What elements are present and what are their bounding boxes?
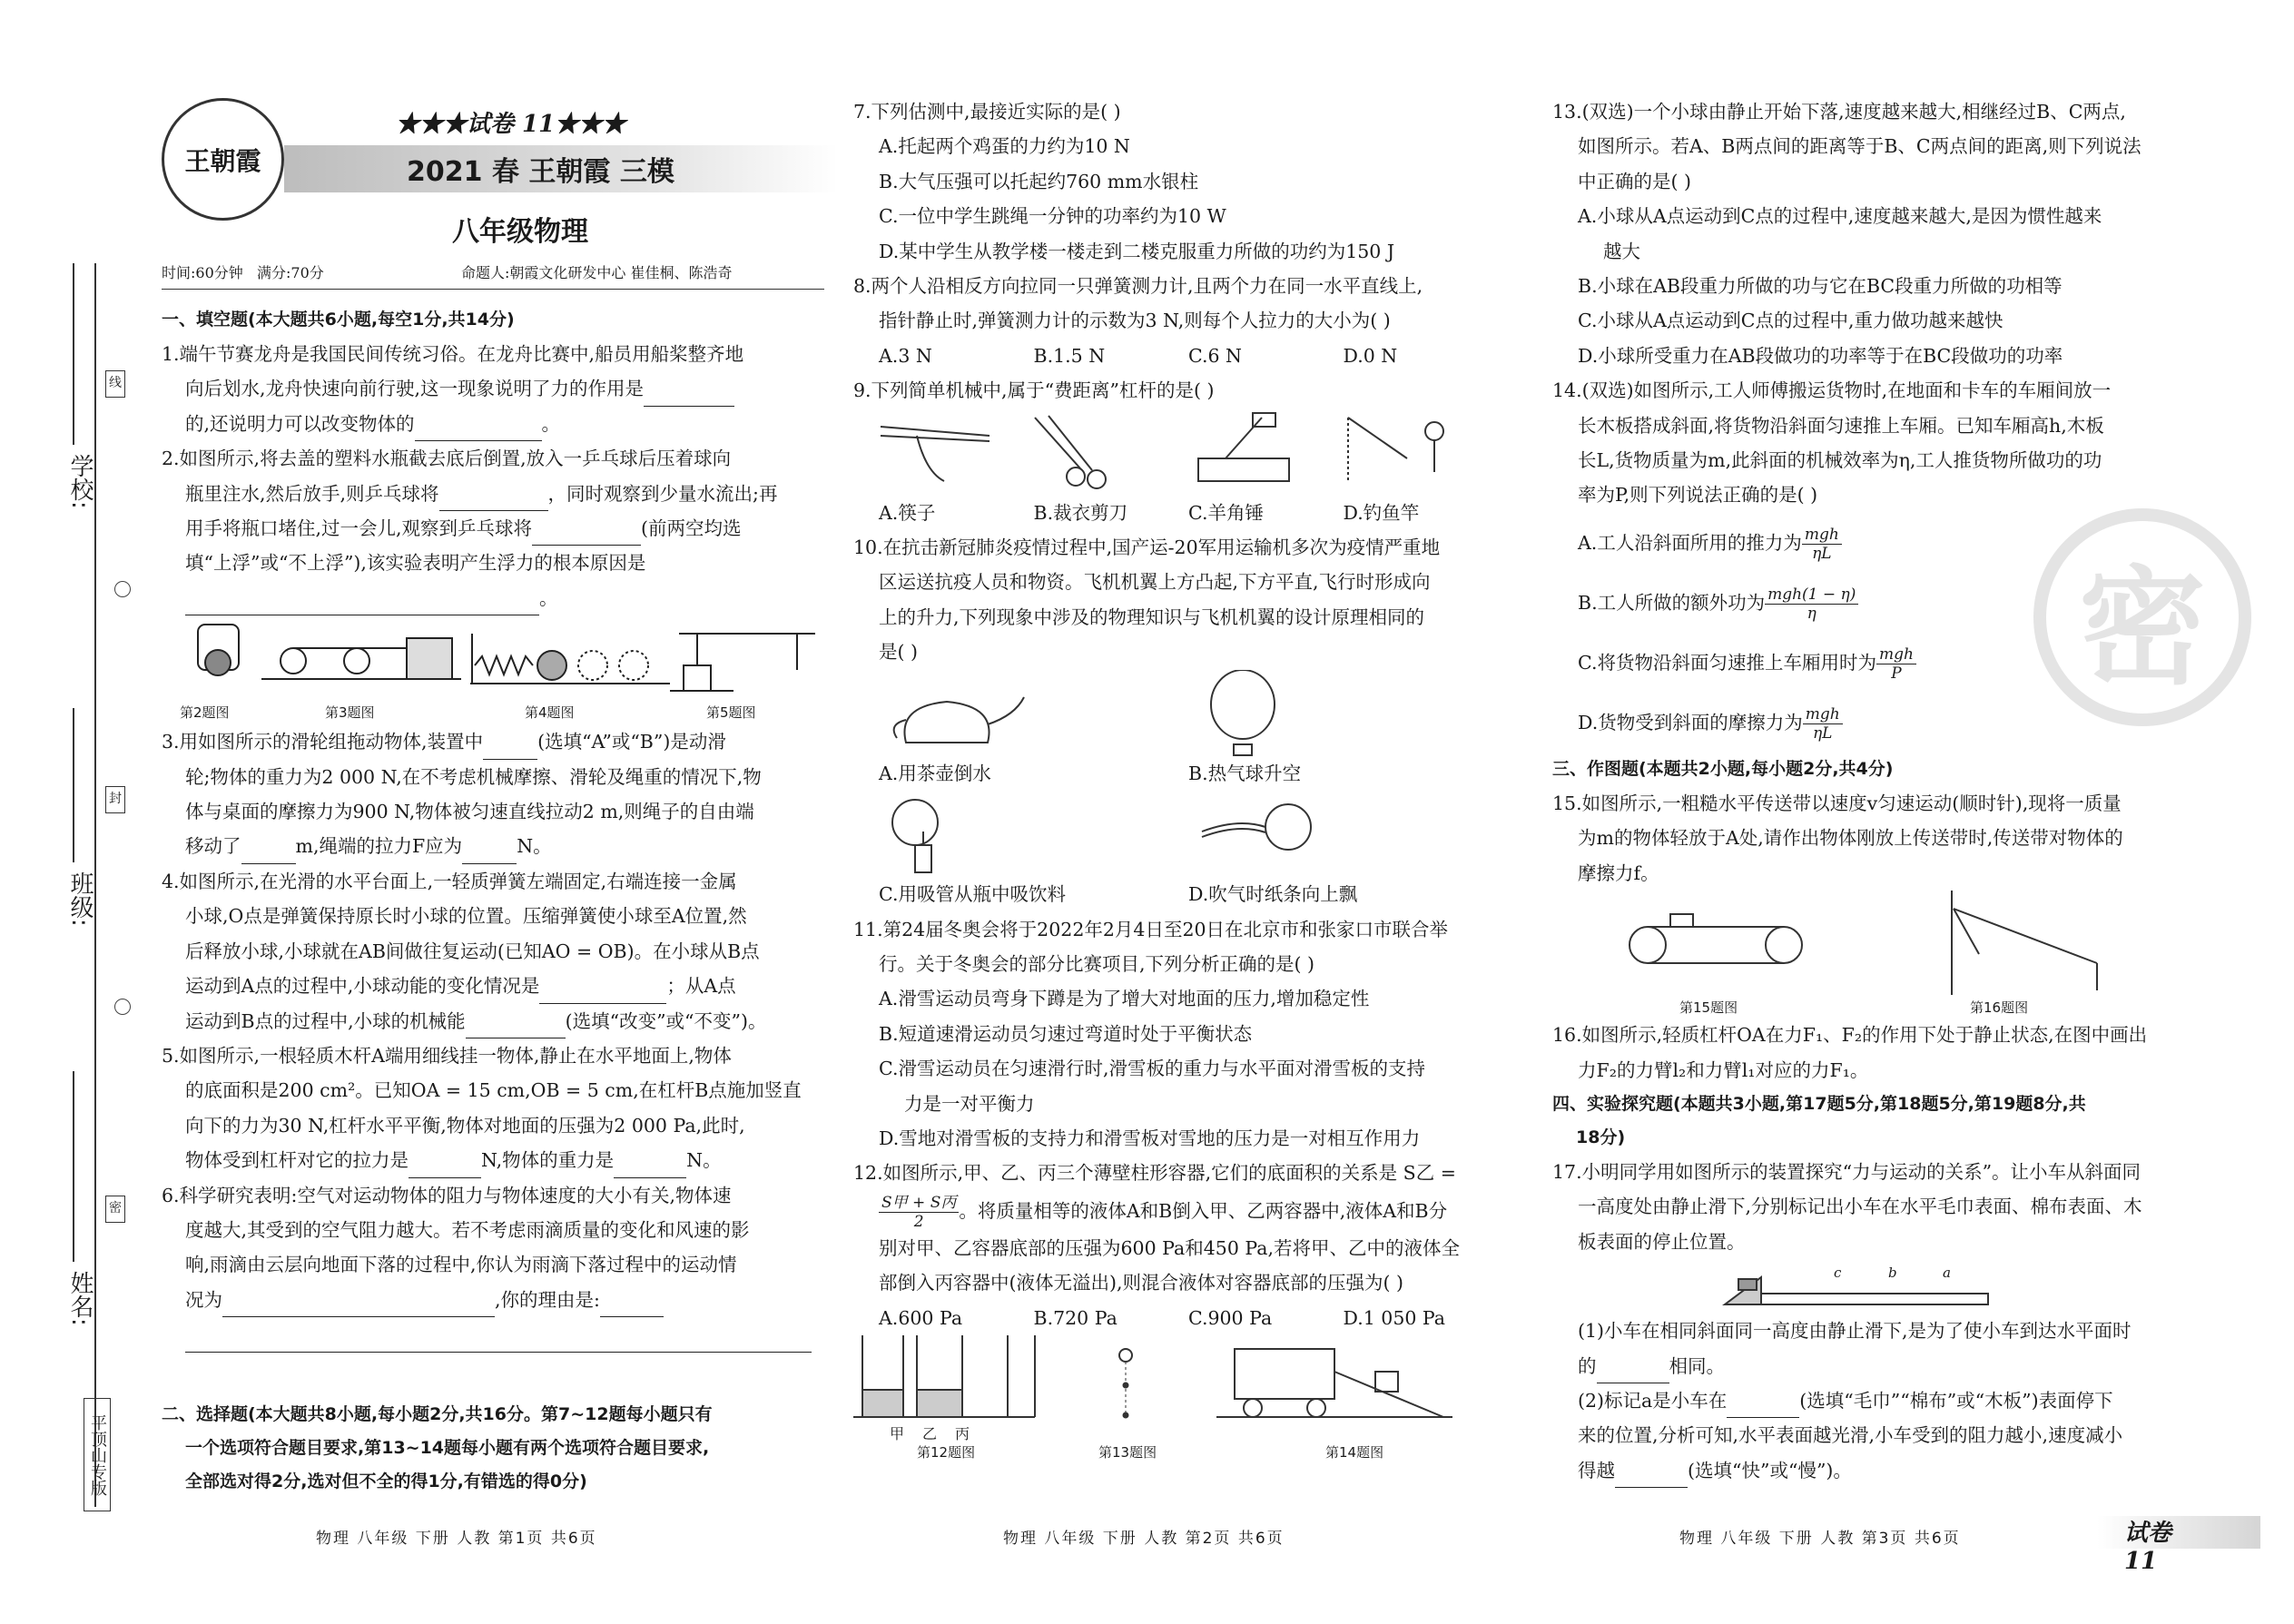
ramp-cart-figure: c b a	[1552, 1259, 2188, 1314]
seal-mi: 密	[105, 1196, 125, 1223]
page-footer-2: 物理 八年级 下册 人教 第2页 共6页	[1003, 1530, 1285, 1548]
option[interactable]: B.720 Pa	[1033, 1306, 1117, 1329]
multi-choice-questions	[1552, 94, 2188, 1488]
page-footer-1: 物理 八年级 下册 人教 第1页 共6页	[316, 1530, 597, 1548]
spring-figure	[470, 634, 670, 684]
seal-feng: 封	[105, 786, 125, 813]
answer-blank[interactable]	[539, 982, 666, 1004]
option[interactable]: B.1.5 N	[1033, 344, 1106, 367]
hot-air-balloon-icon	[1188, 670, 1498, 756]
edition-badge: 平顶山专版	[84, 1398, 111, 1511]
answer-blank[interactable]	[1597, 1362, 1669, 1383]
question-7: 7.下列估测中,最接近实际的是( ) A.托起两个鸡蛋的力约为10 N B.大气压强可以托起约760 mm水银柱 C.一位中学生跳绳一分钟的功率约为10 W D.某中学生从教学楼一楼走到二楼克服重力所做的功约为150 J	[853, 94, 1498, 269]
answer-blank[interactable]	[415, 419, 542, 441]
exam-title: 2021 春 王朝霞 三模	[407, 156, 674, 188]
lever-oa-figure	[1952, 891, 2097, 995]
question-4: 4.如图所示,在光滑的水平台面上,一轻质弹簧左端固定,右端连接一金属 小球,O点是弹簧保持原长时小球的位置。压缩弹簧使小球至A位置,然 后释放小球,小球就在AB间做往复运动(已知AO = OB)。在小球从B点 运动到A点的过程中,小球动能的变化情况是 ；从A点 运动到B点的过程中,小球的机械能 (选填“改变”或“不变”)。	[162, 864, 824, 1038]
school-field[interactable]	[73, 263, 74, 445]
answer-blank[interactable]	[466, 1017, 566, 1038]
question-15: 15.如图所示,一粗糙水平传送带以速度v匀速运动(顺时针),现将一质量	[1552, 792, 2122, 814]
section-title: 一、填空题(本大题共6小题,每空1分,共14分)	[162, 310, 515, 330]
footer-badge: 试卷 11	[2124, 1520, 2172, 1575]
column-1	[162, 0, 824, 1624]
option[interactable]: D.1 050 Pa	[1343, 1306, 1446, 1329]
question-13: 13.(双选)一个小球由静止开始下落,速度越来越大,相继经过B、C两点, 如图所示。若A、B两点间的距离等于B、C两点间的距离,则下列说法 中正确的是( ) A.小球从A点运动到C点的过程中,速度越来越大,是因为惯性越来 越大 B.小球在AB段重力所做的功与它在BC段重力所做的功相等 C.小球从A点运动到C点的过程中,重力做功越来越快 D.小球所受重力在AB段做功的功率等于在BC段做功的功率	[1552, 94, 2188, 373]
punch-hole-icon	[114, 581, 131, 597]
answer-blank[interactable]	[600, 1295, 664, 1317]
option[interactable]: B.裁衣剪刀	[1033, 501, 1128, 524]
fig12-labels: 甲乙丙	[890, 1424, 989, 1442]
hammer-icon	[1198, 413, 1289, 481]
answer-blank[interactable]	[532, 524, 641, 546]
option[interactable]: C.羊角锤	[1188, 501, 1264, 524]
answer-blank[interactable]	[409, 1156, 481, 1178]
option[interactable]: B.小球在AB段重力所做的功与它在BC段重力所做的功相等	[1578, 275, 2063, 298]
option[interactable]: D.货物受到斜面的摩擦力为 $\frac{\text{mgh}}{\eta L}$	[1552, 693, 2188, 753]
question-17: 17.小明同学用如图所示的装置探究“力与运动的关系”。让小车从斜面同	[1552, 1160, 2141, 1183]
question-10: 10.在抗击新冠肺炎疫情过程中,国产运-20军用运输机多次为疫情严重地 区运送抗疫人员和物资。飞机机翼上方凸起,下方平直,飞行时形成向 上的升力,下列现象中涉及的物理知识与飞机机翼的设计原理相同的 是( ) A.用茶壶倒水 B.热气球升空 C.用吸管从瓶中吸饮料 D.吹气时纸条向上飘	[853, 530, 1498, 911]
fill-figures	[162, 615, 824, 699]
option[interactable]: C.滑雪运动员在匀速滑行时,滑雪板的重力与水平面对滑雪板的支持	[879, 1058, 1425, 1080]
option[interactable]: C.6 N	[1188, 344, 1242, 367]
section-choice-title: 二、选择题(本大题共8小题,每小题2分,共16分。第7~12题每小题只有 一个选项符合题目要求,第13~14题每小题有两个选项符合题目要求, 全部选对得2分,选对但不全的得1分,有错选的得0分)	[162, 1404, 713, 1491]
answer-blank[interactable]	[644, 385, 734, 407]
name-label: 姓名:	[66, 1271, 94, 1326]
answer-blank[interactable]	[241, 842, 296, 864]
teapot-icon	[879, 670, 1188, 756]
answer-blank[interactable]	[185, 1331, 812, 1353]
class-label: 班级:	[66, 871, 94, 927]
option[interactable]: C.900 Pa	[1188, 1306, 1273, 1329]
answer-blank[interactable]	[439, 489, 548, 511]
scissors-icon	[1035, 416, 1106, 488]
punch-hole-icon	[114, 999, 131, 1015]
column-3	[1552, 0, 2206, 1624]
option[interactable]: A.托起两个鸡蛋的力约为10 N	[879, 135, 1130, 158]
question-6: 6.科学研究表明:空气对运动物体的阻力与物体速度的大小有关,物体速 度越大,其受到的空气阻力越大。若不考虑雨滴质量的变化和风速的影 响,雨滴由云层向地面下落的过程中,你认为雨滴下落过程中的运动情 况为 ,你的理由是:	[162, 1178, 824, 1353]
answer-blank[interactable]	[222, 1295, 495, 1317]
option[interactable]: B.热气球升空	[1188, 762, 1302, 784]
falling-ball-figure	[1119, 1349, 1132, 1418]
blowing-paper-icon	[1188, 791, 1498, 877]
section-experiment: 四、实验探究题(本题共3小题,第17题5分,第18题5分,第19题8分,共 18分) 17.小明同学用如图所示的装置探究“力与运动的关系”。让小车从斜面同 一高度处由静止滑下,分别标记出小车在水平毛巾表面、棉布表面、木 板表面的停止位置。 c b a (1)小车在相同斜面同一高度由静止滑下,是为了使小车到达水平面时 的 相同。 (2)标记a是小车在 (选填“毛巾”“棉布”或“木板”)表面停下 来的位置,分析可知,水平表面越光滑,小车受到的阻力越小,速度减小 得越 (选填“快”或“慢”)。	[1552, 1088, 2188, 1488]
caption-fig5: 第5题图	[706, 704, 756, 722]
question-12: 12.如图所示,甲、乙、丙三个薄壁柱形容器,它们的底面积的关系是 S乙 = $\frac{\text{S甲 + S丙}}{2}$ 。将质量相等的液体A和B倒入甲、乙两容器中,液体A和B分 别对甲、乙容器底部的压强为600 Pa和450 Pa,若将甲、乙中的液体全 部倒入丙容器中(液体无溢出),则混合液体对容器底部的压强为( ) A.600 Pa B.720 Pa C.900 Pa D.1 050 Pa	[853, 1156, 1498, 1335]
pulley-figure	[261, 638, 461, 679]
option[interactable]: A.3 N	[879, 344, 932, 367]
option[interactable]: B.大气压强可以托起约760 mm水银柱	[879, 170, 1199, 192]
option[interactable]: B.工人所做的额外功为 $\frac{\text{mgh(1 − η)}}{\eta}$	[1552, 573, 2188, 633]
caption-fig3: 第3题图	[325, 704, 375, 722]
option[interactable]: A.筷子	[879, 501, 936, 524]
section-fill-in	[162, 303, 824, 1353]
header-divider	[162, 289, 824, 290]
fishing-rod-icon	[1348, 418, 1443, 481]
answer-blank[interactable]	[483, 738, 537, 760]
option[interactable]: D.钓鱼竿	[1343, 501, 1420, 524]
caption-fig16: 第16题图	[1970, 999, 2029, 1017]
question-11: 11.第24届冬奥会将于2022年2月4日至20日在北京市和张家口市联合举 行。关于冬奥会的部分比赛项目,下列分析正确的是( ) A.滑雪运动员弯身下蹲是为了增大对地面的压力,增加稳定性 B.短道速滑运动员匀速过弯道时处于平衡状态 C.滑雪运动员在匀速滑行时,滑雪板的重力与水平面对滑雪板的支持 力是一对平衡力 D.雪地对滑雪板的支持力和滑雪板对雪地的压力是一对相互作用力	[853, 912, 1498, 1156]
drawing-figures[interactable]	[1552, 891, 2188, 995]
question-9: 9.下列简单机械中,属于“费距离”杠杆的是( ) A.筷子 B.裁衣剪刀 C.羊角锤 D.钓鱼竿	[853, 373, 1498, 530]
choice-questions	[853, 94, 1498, 1461]
option[interactable]: A.用茶壶倒水	[879, 762, 991, 784]
bottle-figure	[198, 625, 239, 675]
seal-xian: 线	[105, 370, 125, 398]
question-1: 1.端午节赛龙舟是我国民间传统习俗。在龙舟比赛中,船员用船桨整齐地 向后划水,龙舟快速向前行驶,这一现象说明了力的作用是 的,还说明力可以改变物体的 。	[162, 337, 824, 441]
question-2: 2.如图所示,将去盖的塑料水瓶截去底后倒置,放入一乒乓球后压着球向 瓶里注水,然后放手,则乒乓球将 ，同时观察到少量水流出;再 用手将瓶口堵住,过一会儿,观察到乒乓球将 (前两空均选 填“上浮”或“不上浮”),该实验表明产生浮力的根本原因是 。	[162, 441, 824, 615]
paper-ribbon: ★★★试卷 11★★★	[396, 111, 626, 138]
stamp-watermark: 密	[2033, 508, 2251, 726]
chopsticks-icon	[881, 427, 989, 436]
option[interactable]: D.雪地对滑雪板的支持力和滑雪板对雪地的压力是一对相互作用力	[879, 1127, 1421, 1149]
option[interactable]: D.吹气时纸条向上飘	[1188, 883, 1358, 906]
figures-q12-q14	[853, 1335, 1498, 1461]
lever-figure	[670, 634, 815, 691]
answer-blank[interactable]	[462, 842, 517, 864]
question-8: 8.两个人沿相反方向拉同一只弹簧测力计,且两个力在同一水平直线上, 指针静止时,弹簧测力计的示数为3 N,则每个人拉力的大小为( ) A.3 N B.1.5 N C.6 N D.0 N	[853, 269, 1498, 373]
caption-fig2: 第2题图	[180, 704, 230, 722]
option[interactable]: A.600 Pa	[879, 1306, 963, 1329]
drinking-straw-icon	[879, 791, 1188, 877]
option[interactable]: C.用吸管从瓶中吸饮料	[879, 883, 1066, 906]
section-drawing: 三、作图题(本题共2小题,每小题2分,共4分) 15.如图所示,一粗糙水平传送带以速度v匀速运动(顺时针),现将一质量 为m的物体轻放于A处,请作出物体刚放上传送带时,传送带对物体的 摩擦力f。 第15题图 第16题图 16.如图所示,轻质杠杆OA在力F₁、F₂的作用下处于静止状态,在图中画出 力F₂的力臂l₂和力臂l₁对应的力F₁。	[1552, 753, 2188, 1088]
caption-fig13: 第13题图	[1098, 1443, 1157, 1461]
truck-ramp-figure	[1216, 1349, 1452, 1417]
school-label: 学校:	[66, 454, 94, 509]
conveyor-belt-figure	[1629, 914, 1802, 963]
publisher-logo: 王朝霞	[162, 98, 284, 221]
full-score: 满分:70分	[257, 264, 324, 281]
option[interactable]: B.短道速滑运动员匀速过弯道时处于平衡状态	[879, 1022, 1253, 1045]
option[interactable]: D.0 N	[1343, 344, 1398, 367]
column-2	[853, 0, 1498, 1624]
caption-fig4: 第4题图	[525, 704, 575, 722]
figures-q15-q16[interactable]	[1552, 891, 2188, 1018]
option[interactable]: D.小球所受重力在AB段做功的功率等于在BC段做功的功率	[1578, 344, 2063, 367]
binding-strip	[0, 0, 127, 1624]
option[interactable]: C.将货物沿斜面匀速推上车厢用时为 $\frac{\text{mgh}}{P}$	[1552, 633, 2188, 693]
lever-tools-figures	[853, 408, 1498, 492]
option[interactable]: C.小球从A点运动到C点的过程中,重力做功越来越快	[1578, 310, 2004, 332]
answer-blank[interactable]	[185, 594, 539, 615]
answer-blank[interactable]	[1727, 1396, 1799, 1418]
class-field[interactable]	[73, 708, 74, 862]
option[interactable]: A.工人沿斜面所用的推力为 $\frac{\text{mgh}}{\eta L}$	[1552, 513, 2188, 573]
caption-fig12: 第12题图	[917, 1443, 976, 1461]
time-limit: 时间:60分钟	[162, 264, 243, 281]
question-3: 3.用如图所示的滑轮组拖动物体,装置中 (选填“A”或“B”)是动滑 轮;物体的重力为2 000 N,在不考虑机械摩擦、滑轮及绳重的情况下,物 体与桌面的摩擦力为900 N,物体被匀速直线拉动2 m,则绳子的自由端 移动了 m,绳端的拉力F应为 N。	[162, 724, 824, 864]
option[interactable]: A.小球从A点运动到C点的过程中,速度越来越大,是因为惯性越来	[1578, 205, 2102, 228]
answer-blank[interactable]	[614, 1156, 686, 1178]
figures-q2-q5	[162, 615, 824, 724]
option[interactable]: C.一位中学生跳绳一分钟的功率约为10 W	[879, 205, 1226, 228]
subject-title: 八年级物理	[452, 216, 588, 248]
authors: 命题人:朝霞文化研发中心 崔佳桐、陈浩奇	[461, 264, 733, 281]
name-field[interactable]	[73, 1071, 74, 1262]
option[interactable]: A.滑雪运动员弯身下蹲是为了增大对地面的压力,增加稳定性	[879, 988, 1370, 1010]
containers-figure	[853, 1335, 1498, 1431]
page-footer-3: 物理 八年级 下册 人教 第3页 共6页	[1679, 1530, 1961, 1548]
question-14: 14.(双选)如图所示,工人师傅搬运货物时,在地面和卡车的车厢间放一 长木板搭成斜面,将货物沿斜面匀速推上车厢。已知车厢高h,木板 长L,货物质量为m,此斜面的机械效率为η,工人推货物所做功的功 率为P,则下列说法正确的是( ) A.工人沿斜面所用的推力为 $\frac{\text{mgh}}{\eta L}$ B.工人所做的额外功为 $\frac{\text{mgh(1 − η)}}{\eta}$ C.将货物沿斜面匀速推上车厢用时为 $\frac{\text{mgh}}{P}$ D.货物受到斜面的摩擦力为 $\frac{\text{mgh}}{\eta L}$	[1552, 373, 2188, 753]
caption-fig15: 第15题图	[1679, 999, 1738, 1017]
question-5: 5.如图所示,一根轻质木杆A端用细线挂一物体,静止在水平地面上,物体 的底面积是200 cm²。已知OA = 15 cm,OB = 5 cm,在杠杆B点施加竖直 向下的力为30 N,杠杆水平平衡,物体对地面的压强为2 000 Pa,此时, 物体受到杠杆对它的拉力是 N,物体的重力是 N。	[162, 1038, 824, 1178]
question-16: 16.如图所示,轻质杠杆OA在力F₁、F₂的作用下处于静止状态,在图中画出	[1552, 1024, 2148, 1047]
option[interactable]: D.某中学生从教学楼一楼走到二楼克服重力所做的功约为150 J	[879, 240, 1395, 262]
caption-fig14: 第14题图	[1325, 1443, 1384, 1461]
answer-blank[interactable]	[1615, 1466, 1688, 1488]
